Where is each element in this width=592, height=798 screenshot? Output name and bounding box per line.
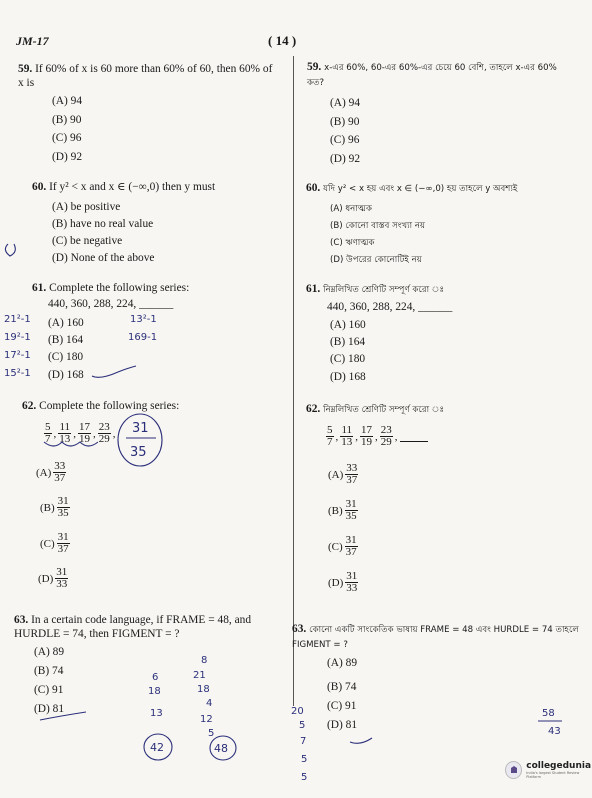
- handwritten-work: 18: [148, 686, 161, 697]
- option: (B) 164: [330, 336, 366, 348]
- question-text: If y² < x and x ∈ (−∞,0) then y must: [49, 181, 216, 193]
- logo-tagline: India's largest Student Review Platform: [526, 771, 580, 779]
- option: (A) $\frac{33}{37}$: [36, 460, 66, 484]
- option: (A) 89: [34, 646, 65, 658]
- handwritten-note: 17²-1: [4, 350, 31, 361]
- handwritten-note: 43: [548, 726, 561, 737]
- option-fraction: $\frac{31}{37}$: [57, 531, 69, 555]
- handwritten-work: 12: [200, 714, 213, 725]
- option-fraction: $\frac{31}{33}$: [56, 566, 68, 590]
- option: (D) 168: [48, 369, 84, 381]
- logo-icon: [505, 761, 522, 779]
- option: (D) 92: [330, 153, 361, 165]
- option: (C) be negative: [52, 235, 123, 247]
- handwritten-note: 7: [300, 736, 307, 747]
- handwritten-note: 21²-1: [4, 314, 31, 325]
- handwritten-note: 5: [301, 754, 308, 765]
- question-number: 63.: [292, 623, 307, 635]
- fraction-series: $\frac{5}{7}$ , $\frac{11}{13}$ , $\frac{17}{19}$ , $\frac{23}{29}$ ,: [326, 425, 428, 448]
- option-fraction: $\frac{33}{37}$: [54, 460, 66, 484]
- answer-tick-mark: [92, 366, 136, 377]
- question-text: নিম্নলিখিত শ্রেণিটি সম্পূর্ণ করো ঃ: [323, 405, 445, 415]
- question-text: x-এর 60%, 60-এর 60%-এর চেয়ে 60 বেশি, তাহলে x-এর 60% কত?: [307, 63, 557, 88]
- left-q60: [32, 180, 282, 194]
- option: (B) $\frac{31}{35}$: [328, 498, 357, 522]
- option: (D) 92: [52, 151, 83, 163]
- option: (C) 96: [330, 134, 360, 146]
- option: (A) 94: [52, 95, 83, 107]
- question-number: 62.: [306, 403, 321, 415]
- handwritten-work: 13: [150, 708, 163, 719]
- handwritten-note: 20: [291, 706, 304, 717]
- option: (D) None of the above: [52, 252, 155, 264]
- option: (D) উপরের কোনোটিই নয়: [330, 255, 422, 265]
- option: (B) কোনো বাস্তব সংখ্যা নয়: [330, 221, 426, 231]
- left-q61: [32, 281, 282, 295]
- handwritten-note: 19²-1: [4, 332, 31, 343]
- option: (B) 74: [34, 665, 64, 677]
- question-number: 59.: [307, 61, 322, 73]
- page-number: ( 14 ): [268, 33, 297, 48]
- option: (C) 180: [48, 351, 84, 363]
- option: (D) 168: [330, 371, 366, 383]
- option: (B) 164: [48, 334, 84, 346]
- fraction-series: $\frac{5}{7}$ , $\frac{11}{13}$ , $\frac{17}{19}$ , $\frac{23}{29}$ ,: [45, 421, 116, 445]
- option: (C) $\frac{31}{37}$: [328, 534, 357, 558]
- right-q62: [306, 402, 576, 417]
- option: (A) 160: [48, 317, 84, 329]
- series-fraction: $\frac{17}{19}$: [361, 424, 372, 448]
- exam-code: JM-17: [16, 34, 49, 48]
- series-text: 440, 360, 288, 224, ______: [48, 298, 174, 310]
- handwritten-work: 42: [150, 741, 164, 754]
- option: (D) 81: [327, 719, 358, 731]
- handwritten-answer: 35: [130, 445, 147, 460]
- handwritten-note: 169-1: [128, 332, 158, 343]
- option: (D) $\frac{31}{33}$: [328, 570, 358, 594]
- question-number: 62.: [22, 400, 37, 412]
- question-text: Complete the following series:: [49, 282, 190, 294]
- handwritten-work: 5: [208, 728, 215, 739]
- handwritten-note: 5: [301, 772, 308, 783]
- option: (B) 90: [330, 116, 360, 128]
- handwritten-note: 13²-1: [130, 314, 157, 325]
- answer-blank: [400, 431, 428, 442]
- option-fraction: $\frac{31}{35}$: [57, 495, 69, 519]
- left-q59: [18, 62, 280, 90]
- handwritten-note: 58: [542, 708, 555, 719]
- question-number: 63.: [14, 614, 29, 626]
- option-fraction: $\frac{31}{33}$: [346, 570, 358, 594]
- option: (C) 180: [330, 353, 366, 365]
- question-text: যদি y² < x হয় এবং x ∈ (−∞,0) হয় তাহলে y অবশ্যই: [323, 184, 518, 194]
- handwritten-work: 21: [193, 670, 206, 681]
- option: (B) 74: [327, 681, 357, 693]
- option: (D) 81: [34, 703, 65, 715]
- right-q59: [307, 60, 569, 90]
- option: (A) $\frac{33}{37}$: [328, 462, 358, 486]
- series-text: 440, 360, 288, 224, ______: [327, 301, 453, 313]
- option-fraction: $\frac{31}{35}$: [345, 498, 357, 522]
- question-number: 60.: [306, 182, 321, 194]
- handwritten-work: 8: [201, 655, 208, 666]
- option: (B) have no real value: [52, 218, 154, 230]
- series-fraction: $\frac{23}{29}$: [380, 424, 392, 448]
- question-text: In a certain code language, if FRAME = 48, and HURDLE = 74, then FIGMENT = ?: [14, 614, 252, 640]
- handwritten-work: 6: [152, 672, 159, 683]
- right-q61: [306, 282, 576, 297]
- work-circle: [210, 736, 236, 760]
- series-fraction: $\frac{11}{13}$: [341, 424, 353, 448]
- question-number: 59.: [18, 63, 33, 75]
- series-fraction: $\frac{23}{29}$: [98, 421, 110, 445]
- question-text: কোনো একটি সাংকেতিক ভাষায় FRAME = 48 এবং HURDLE = 74 তাহলে FIGMENT = ?: [292, 625, 579, 650]
- handwritten-note: 5: [299, 720, 306, 731]
- series-fraction: $\frac{5}{7}$: [327, 424, 333, 448]
- left-q62: [22, 399, 282, 413]
- question-number: 60.: [32, 181, 47, 193]
- handwritten-work: 48: [214, 742, 228, 755]
- answer-circle: [118, 414, 162, 466]
- option: (A) ধনাত্মক: [330, 204, 373, 214]
- collegedunia-logo: [505, 761, 592, 779]
- option-fraction: $\frac{33}{37}$: [346, 462, 358, 486]
- option: (B) $\frac{31}{35}$: [40, 495, 69, 519]
- handwritten-work: 18: [197, 684, 210, 695]
- series-fraction: $\frac{17}{19}$: [79, 421, 90, 445]
- left-q63: [14, 613, 282, 641]
- question-number: 61.: [32, 282, 47, 294]
- logo-name: collegedunia: [526, 761, 592, 771]
- option: (C) 96: [52, 132, 82, 144]
- handwritten-answer: 31: [132, 421, 149, 436]
- right-q63: [292, 622, 582, 652]
- answer-underline: [350, 738, 372, 743]
- option: (D) $\frac{31}{33}$: [38, 566, 68, 590]
- option: (A) be positive: [52, 201, 121, 213]
- option: (C) $\frac{31}{37}$: [40, 531, 69, 555]
- option-fraction: $\frac{31}{37}$: [345, 534, 357, 558]
- option: (C) 91: [34, 684, 64, 696]
- work-circle: [144, 734, 172, 760]
- question-text: If 60% of x is 60 more than 60% of 60, then 60% of x is: [18, 63, 273, 89]
- series-fraction: $\frac{11}{13}$: [59, 421, 71, 445]
- option: (A) 94: [330, 97, 361, 109]
- handwritten-note: 15²-1: [4, 368, 31, 379]
- option: (C) 91: [327, 700, 357, 712]
- option: (C) ঋণাত্মক: [330, 238, 375, 248]
- right-q60: [306, 181, 582, 196]
- question-text: নিম্নলিখিত শ্রেণিটি সম্পূর্ণ করো ঃ: [323, 285, 445, 295]
- margin-scribble: [5, 244, 15, 256]
- option: (A) 160: [330, 319, 366, 331]
- question-number: 61.: [306, 283, 321, 295]
- series-fraction: $\frac{5}{7}$: [45, 421, 51, 445]
- option: (A) 89: [327, 657, 358, 669]
- handwritten-work: 4: [206, 698, 213, 709]
- column-divider: [293, 56, 294, 706]
- question-text: Complete the following series:: [39, 400, 180, 412]
- option: (B) 90: [52, 114, 82, 126]
